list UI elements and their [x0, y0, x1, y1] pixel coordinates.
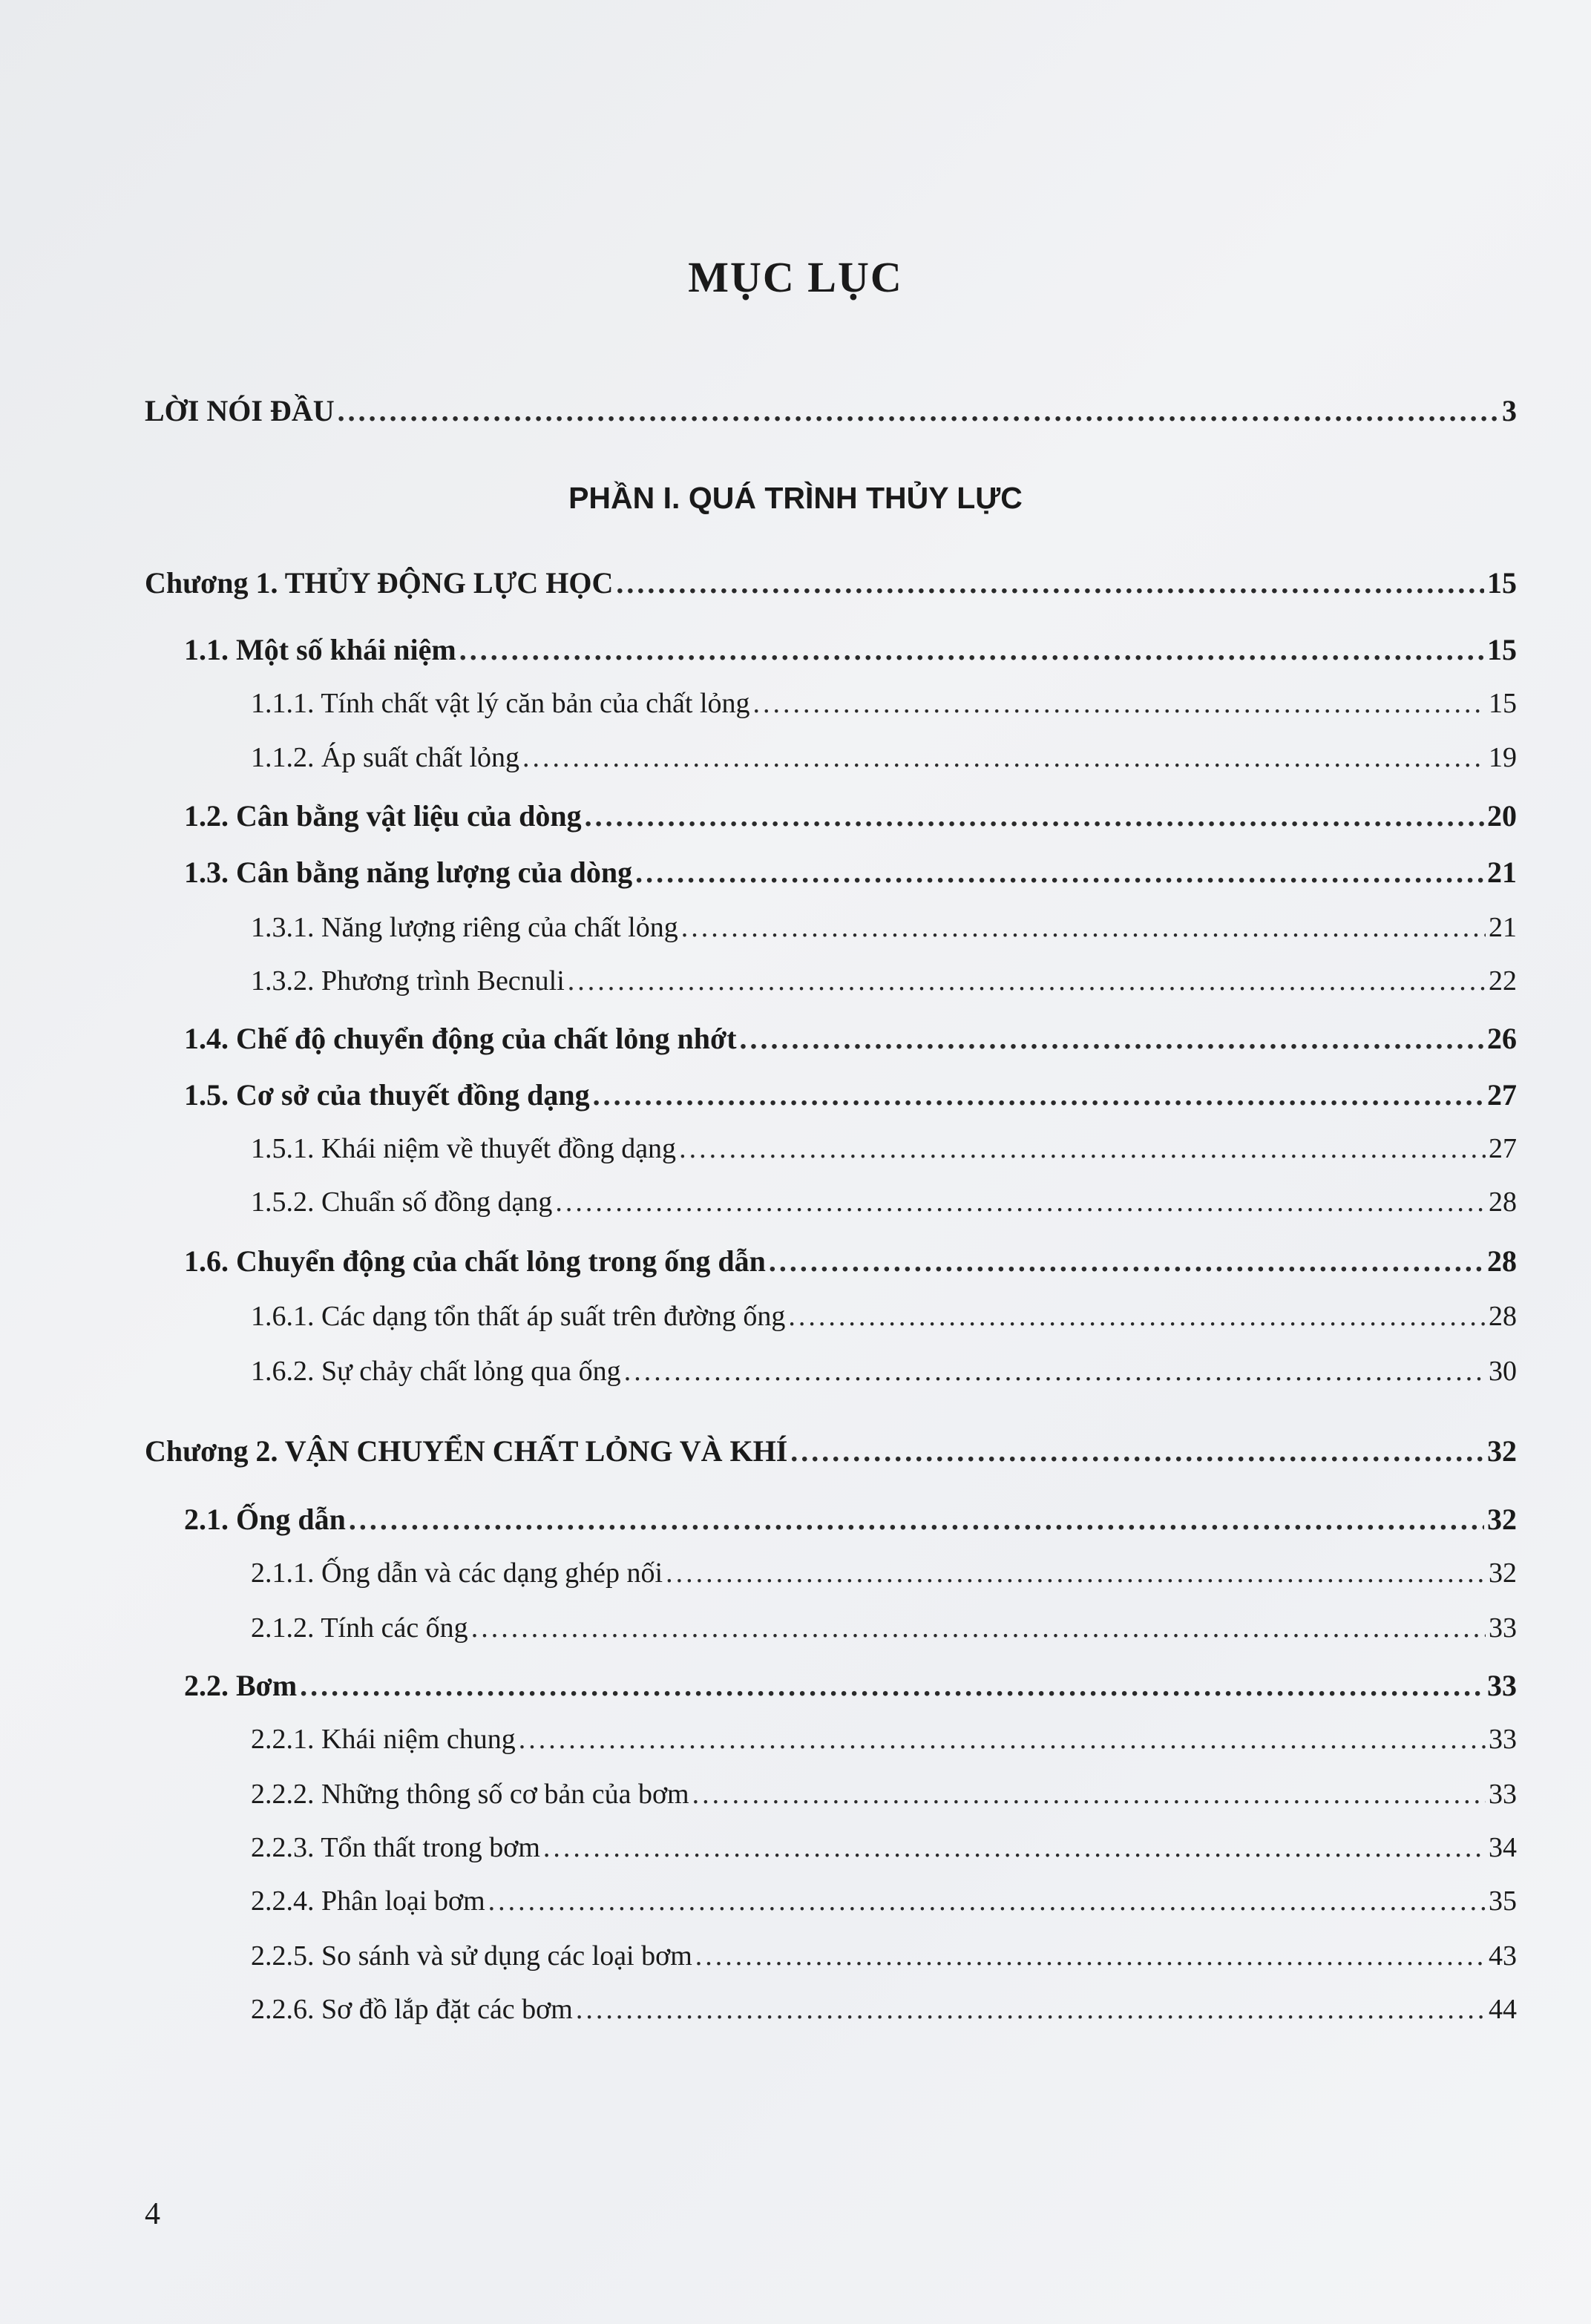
toc-page-number: 43	[1489, 1940, 1517, 1972]
toc-entry-label: 1.6. Chuyển động của chất lỏng trong ống dẫn	[184, 1244, 766, 1278]
toc-leader-dots	[522, 741, 1486, 774]
toc-entry-subsection[interactable]	[251, 1557, 1517, 1589]
toc-leader-dots	[790, 1434, 1484, 1468]
toc-leader-dots	[300, 1668, 1484, 1703]
toc-entry-label: 1.1. Một số khái niệm	[184, 633, 456, 666]
toc-leader-dots	[740, 1021, 1484, 1056]
toc-leader-dots	[471, 1612, 1486, 1644]
toc-page-number: 15	[1487, 566, 1517, 600]
toc-leader-dots	[681, 911, 1486, 944]
toc-entry-section[interactable]	[184, 798, 1517, 833]
toc-entry-subsection[interactable]	[251, 1132, 1517, 1165]
toc-leader-dots	[519, 1723, 1486, 1756]
toc-entry-subsection[interactable]	[251, 1831, 1517, 1864]
toc-entry-label: 2.2.3. Tổn thất trong bơm	[251, 1832, 540, 1863]
toc-leader-dots	[769, 1244, 1484, 1278]
toc-entry-subsection[interactable]	[251, 741, 1517, 774]
toc-page-number: 22	[1489, 965, 1517, 997]
toc-leader-dots	[679, 1132, 1486, 1165]
toc-entry-section[interactable]	[184, 1668, 1517, 1703]
toc-entry-label: 2.2.5. So sánh và sử dụng các loại bơm	[251, 1940, 692, 1972]
toc-entry-subsection[interactable]	[251, 1778, 1517, 1811]
toc-entry-preface[interactable]	[145, 393, 1517, 428]
toc-page-number: 15	[1489, 688, 1517, 719]
toc-leader-dots	[459, 632, 1484, 667]
toc-entry-section[interactable]	[184, 1021, 1517, 1056]
toc-entry-subsection[interactable]	[251, 687, 1517, 720]
toc-leader-dots	[568, 965, 1486, 997]
toc-entry-subsection[interactable]	[251, 965, 1517, 997]
toc-entry-label: LỜI NÓI ĐẦU	[145, 394, 335, 427]
toc-entry-section[interactable]	[184, 1244, 1517, 1278]
toc-entry-subsection[interactable]	[251, 1993, 1517, 2026]
toc-page-number: 33	[1489, 1612, 1517, 1644]
toc-entry-label: 2.2.1. Khái niệm chung	[251, 1724, 516, 1755]
toc-page-number: 21	[1489, 912, 1517, 943]
toc-leader-dots	[338, 393, 1499, 428]
toc-entry-subsection[interactable]	[251, 1940, 1517, 1972]
toc-leader-dots	[543, 1831, 1486, 1864]
toc-entry-label: 2.2.6. Sơ đồ lắp đặt các bơm	[251, 1994, 573, 2025]
toc-leader-dots	[616, 565, 1484, 600]
toc-entry-label: 1.3.2. Phương trình Becnuli	[251, 965, 565, 997]
toc-page-number: 19	[1489, 742, 1517, 773]
toc-entry-subsection[interactable]	[251, 1355, 1517, 1388]
page-number: 4	[145, 2197, 160, 2231]
page-title: MỤC LỤC	[688, 253, 903, 301]
toc-entry-subsection[interactable]	[251, 1723, 1517, 1756]
toc-page-number: 15	[1487, 633, 1517, 666]
toc-leader-dots	[593, 1077, 1484, 1112]
toc-entry-subsection[interactable]	[251, 911, 1517, 944]
toc-page-number: 26	[1487, 1022, 1517, 1055]
toc-entry-label: 2.2.4. Phân loại bơm	[251, 1885, 485, 1917]
toc-page-number: 32	[1487, 1503, 1517, 1536]
toc-entry-label: 1.3.1. Năng lượng riêng của chất lỏng	[251, 912, 678, 943]
toc-page-number: 27	[1489, 1133, 1517, 1164]
toc-entry-label: 1.3. Cân bằng năng lượng của dòng	[184, 856, 633, 889]
toc-leader-dots	[576, 1993, 1486, 2026]
toc-page-number: 27	[1487, 1078, 1517, 1112]
toc-leader-dots	[555, 1186, 1486, 1218]
toc-entry-label: 2.1. Ống dẫn	[184, 1503, 346, 1536]
toc-page-number: 33	[1487, 1669, 1517, 1702]
toc-leader-dots	[624, 1355, 1486, 1388]
toc-entry-label: 2.1.2. Tính các ống	[251, 1612, 468, 1644]
toc-entry-label: 2.1.1. Ống dẫn và các dạng ghép nối	[251, 1557, 663, 1589]
toc-entry-subsection[interactable]	[251, 1300, 1517, 1333]
toc-page-number: 21	[1487, 856, 1517, 889]
toc-entry-label: 1.5.2. Chuẩn số đồng dạng	[251, 1186, 553, 1218]
toc-entry-section[interactable]	[184, 1502, 1517, 1537]
toc-leader-dots	[488, 1885, 1486, 1917]
toc-page-number: 34	[1489, 1832, 1517, 1863]
toc-entry-label: Chương 2. VẬN CHUYỂN CHẤT LỎNG VÀ KHÍ	[145, 1434, 788, 1468]
toc-page-number: 32	[1487, 1434, 1517, 1468]
toc-page-number: 35	[1489, 1885, 1517, 1917]
toc-entry-label: 1.1.1. Tính chất vật lý căn bản của chất lỏng	[251, 688, 750, 719]
toc-page-number: 28	[1489, 1186, 1517, 1218]
toc-page-number: 28	[1489, 1301, 1517, 1332]
toc-entry-label: 1.4. Chế độ chuyển động của chất lỏng nhớt	[184, 1022, 737, 1055]
toc-leader-dots	[753, 687, 1486, 720]
toc-entry-subsection[interactable]	[251, 1186, 1517, 1218]
toc-entry-chapter[interactable]	[145, 1434, 1517, 1468]
toc-page-number: 32	[1489, 1557, 1517, 1589]
toc-page-number: 33	[1489, 1724, 1517, 1755]
toc-page-number: 33	[1489, 1779, 1517, 1810]
toc-leader-dots	[695, 1940, 1486, 1972]
toc-entry-label: 1.1.2. Áp suất chất lỏng	[251, 742, 520, 773]
toc-leader-dots	[349, 1502, 1484, 1537]
toc-leader-dots	[692, 1778, 1486, 1811]
toc-entry-subsection[interactable]	[251, 1885, 1517, 1917]
toc-entry-chapter[interactable]	[145, 565, 1517, 600]
toc-page-number: 30	[1489, 1356, 1517, 1387]
toc-page-number: 28	[1487, 1244, 1517, 1278]
toc-entry-label: 1.2. Cân bằng vật liệu của dòng	[184, 799, 582, 833]
toc-page-number: 20	[1487, 799, 1517, 833]
toc-entry-label: 2.2. Bơm	[184, 1669, 298, 1702]
toc-page-number: 44	[1489, 1994, 1517, 2025]
toc-leader-dots	[788, 1300, 1486, 1333]
toc-leader-dots	[666, 1557, 1486, 1589]
toc-entry-label: 1.6.1. Các dạng tổn thất áp suất trên đường ống	[251, 1301, 786, 1332]
toc-entry-section[interactable]	[184, 855, 1517, 890]
toc-leader-dots	[635, 855, 1484, 890]
toc-entry-label: 1.5.1. Khái niệm về thuyết đồng dạng	[251, 1133, 677, 1164]
toc-entry-label: Chương 1. THỦY ĐỘNG LỰC HỌC	[145, 566, 614, 600]
toc-entry-label: 2.2.2. Những thông số cơ bản của bơm	[251, 1779, 689, 1810]
toc-entry-section[interactable]	[184, 632, 1517, 667]
toc-entry-label: 1.6.2. Sự chảy chất lỏng qua ống	[251, 1356, 621, 1387]
toc-page-number: 3	[1502, 394, 1517, 427]
toc-entry-label: 1.5. Cơ sở của thuyết đồng dạng	[184, 1078, 590, 1112]
toc-leader-dots	[585, 798, 1484, 833]
toc-entry-section[interactable]	[184, 1077, 1517, 1112]
part-heading: PHẦN I. QUÁ TRÌNH THỦY LỰC	[568, 481, 1023, 515]
toc-entry-subsection[interactable]	[251, 1612, 1517, 1644]
